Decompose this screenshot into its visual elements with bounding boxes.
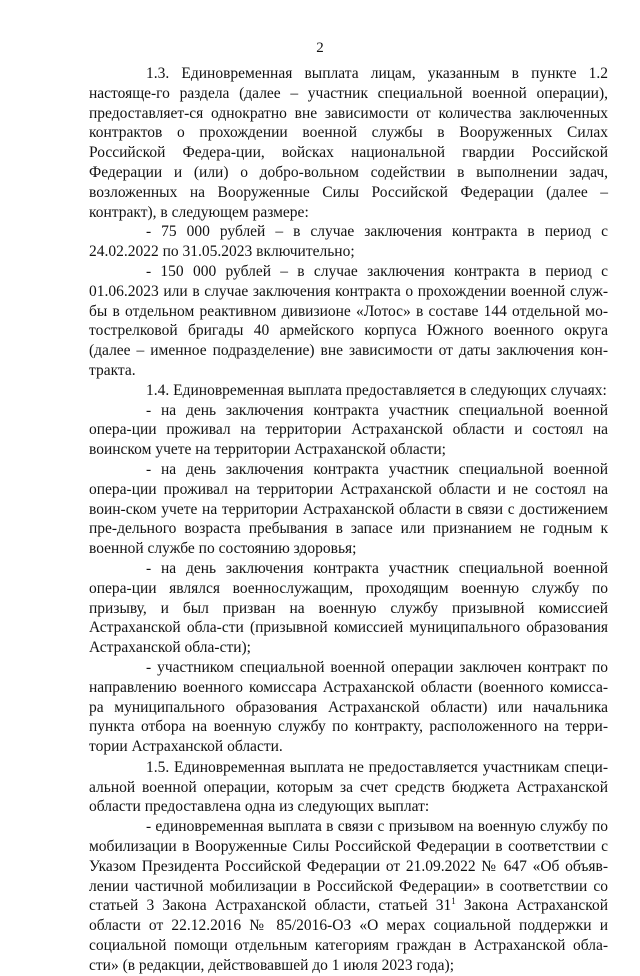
list-item-case-residence: - на день заключения контракта участник специальной военной опера-ции проживал на территории Астраханской области и состоял на воинском учете на территории Астраханской области; — [89, 401, 608, 459]
list-item-amount-75000: - 75 000 рублей – в случае заключения контракта в период с 24.02.2022 по 31.05.2023 включительно; — [89, 223, 608, 261]
list-item-mobilization-payment — [89, 817, 608, 975]
page-number: 2 — [316, 40, 324, 56]
list-item-case-age-health: - на день заключения контракта участник специальной военной опера-ции проживал на территории Астраханской области и не состоял на воин-ском учете на территории Астраханской области в связи с достижением пре-дельного возраста пребывания в запасе или признанием не годным к военной службе по состоянию здоровья; — [89, 460, 608, 558]
paragraph-1-5: 1.5. Единовременная выплата не предоставляется участникам специ-альной военной операции, которым за счет средств бюджета Астраханской области предоставлена одна из следующих выплат: — [89, 758, 608, 816]
paragraph-text-part: - единовременная выплата в связи с призывом на военную службу по мобилизации в Вооруженные Силы Российской Федерации в соответствии с Указом Президента Российской Федерации от 21.09.2022 № 647 «Об объяв-лении частичной мобилизации в Российской Федерации» в соответствии со статьей 3 Закона Астраханской области, статьей 31 — [89, 818, 608, 915]
paragraph-1-3: 1.3. Единовременная выплата лицам, указанным в пункте 1.2 настояще-го раздела (далее – участник специальной военной операции), предоставляет-ся однократно вне зависимости от количества заключенных контрактов о прохождении военной службы в Вооруженных Силах Российской Федера-ции, войсках национальной гвардии Российской Федерации и (или) о добро-вольном содействии в выполнении задач, возложенных на Вооруженные Силы Российской Федерации (далее – контракт), в следующем размере: — [89, 65, 608, 221]
document-body — [89, 64, 608, 976]
superscript-index: 1 — [451, 896, 456, 907]
list-item-amount-150000: - 150 000 рублей – в случае заключения контракта в период с 01.06.2023 или в случае заключения контракта о прохождении военной служ-бы в отдельном реактивном дивизионе «Лотос» в составе 144 отдельной мо-тострелковой бригады 40 армейского корпуса Южного военного округа (далее – именное подразделение) вне зависимости от даты заключения кон-тракта. — [89, 262, 608, 379]
paragraph-text-part: Закона Астраханской области от 22.12.2016 № 85/2016-ОЗ «О мерах социальной поддержки и социальной помощи отдельным категориям граждан в Астраханской обла-сти» (в редакции, действовавшей до 1 июля 2023 года); — [89, 897, 608, 974]
list-item-case-referral: - участником специальной военной операции заключен контракт по направлению военного комиссара Астраханской области (военного комисса-ра муниципального образования Астраханской области) или начальника пункта отбора на военную службу по контракту, расположенного на терри-тории Астраханской области. — [89, 658, 608, 756]
list-item-case-conscript: - на день заключения контракта участник специальной военной опера-ции являлся военнослужащим, проходящим военную службу по призыву, и был призван на военную службу призывной комиссией Астраханской обла-сти (призывной комиссией муниципального образования Астраханской обла-сти); — [89, 559, 608, 657]
paragraph-1-4: 1.4. Единовременная выплата предоставляется в следующих случаях: — [146, 381, 607, 399]
